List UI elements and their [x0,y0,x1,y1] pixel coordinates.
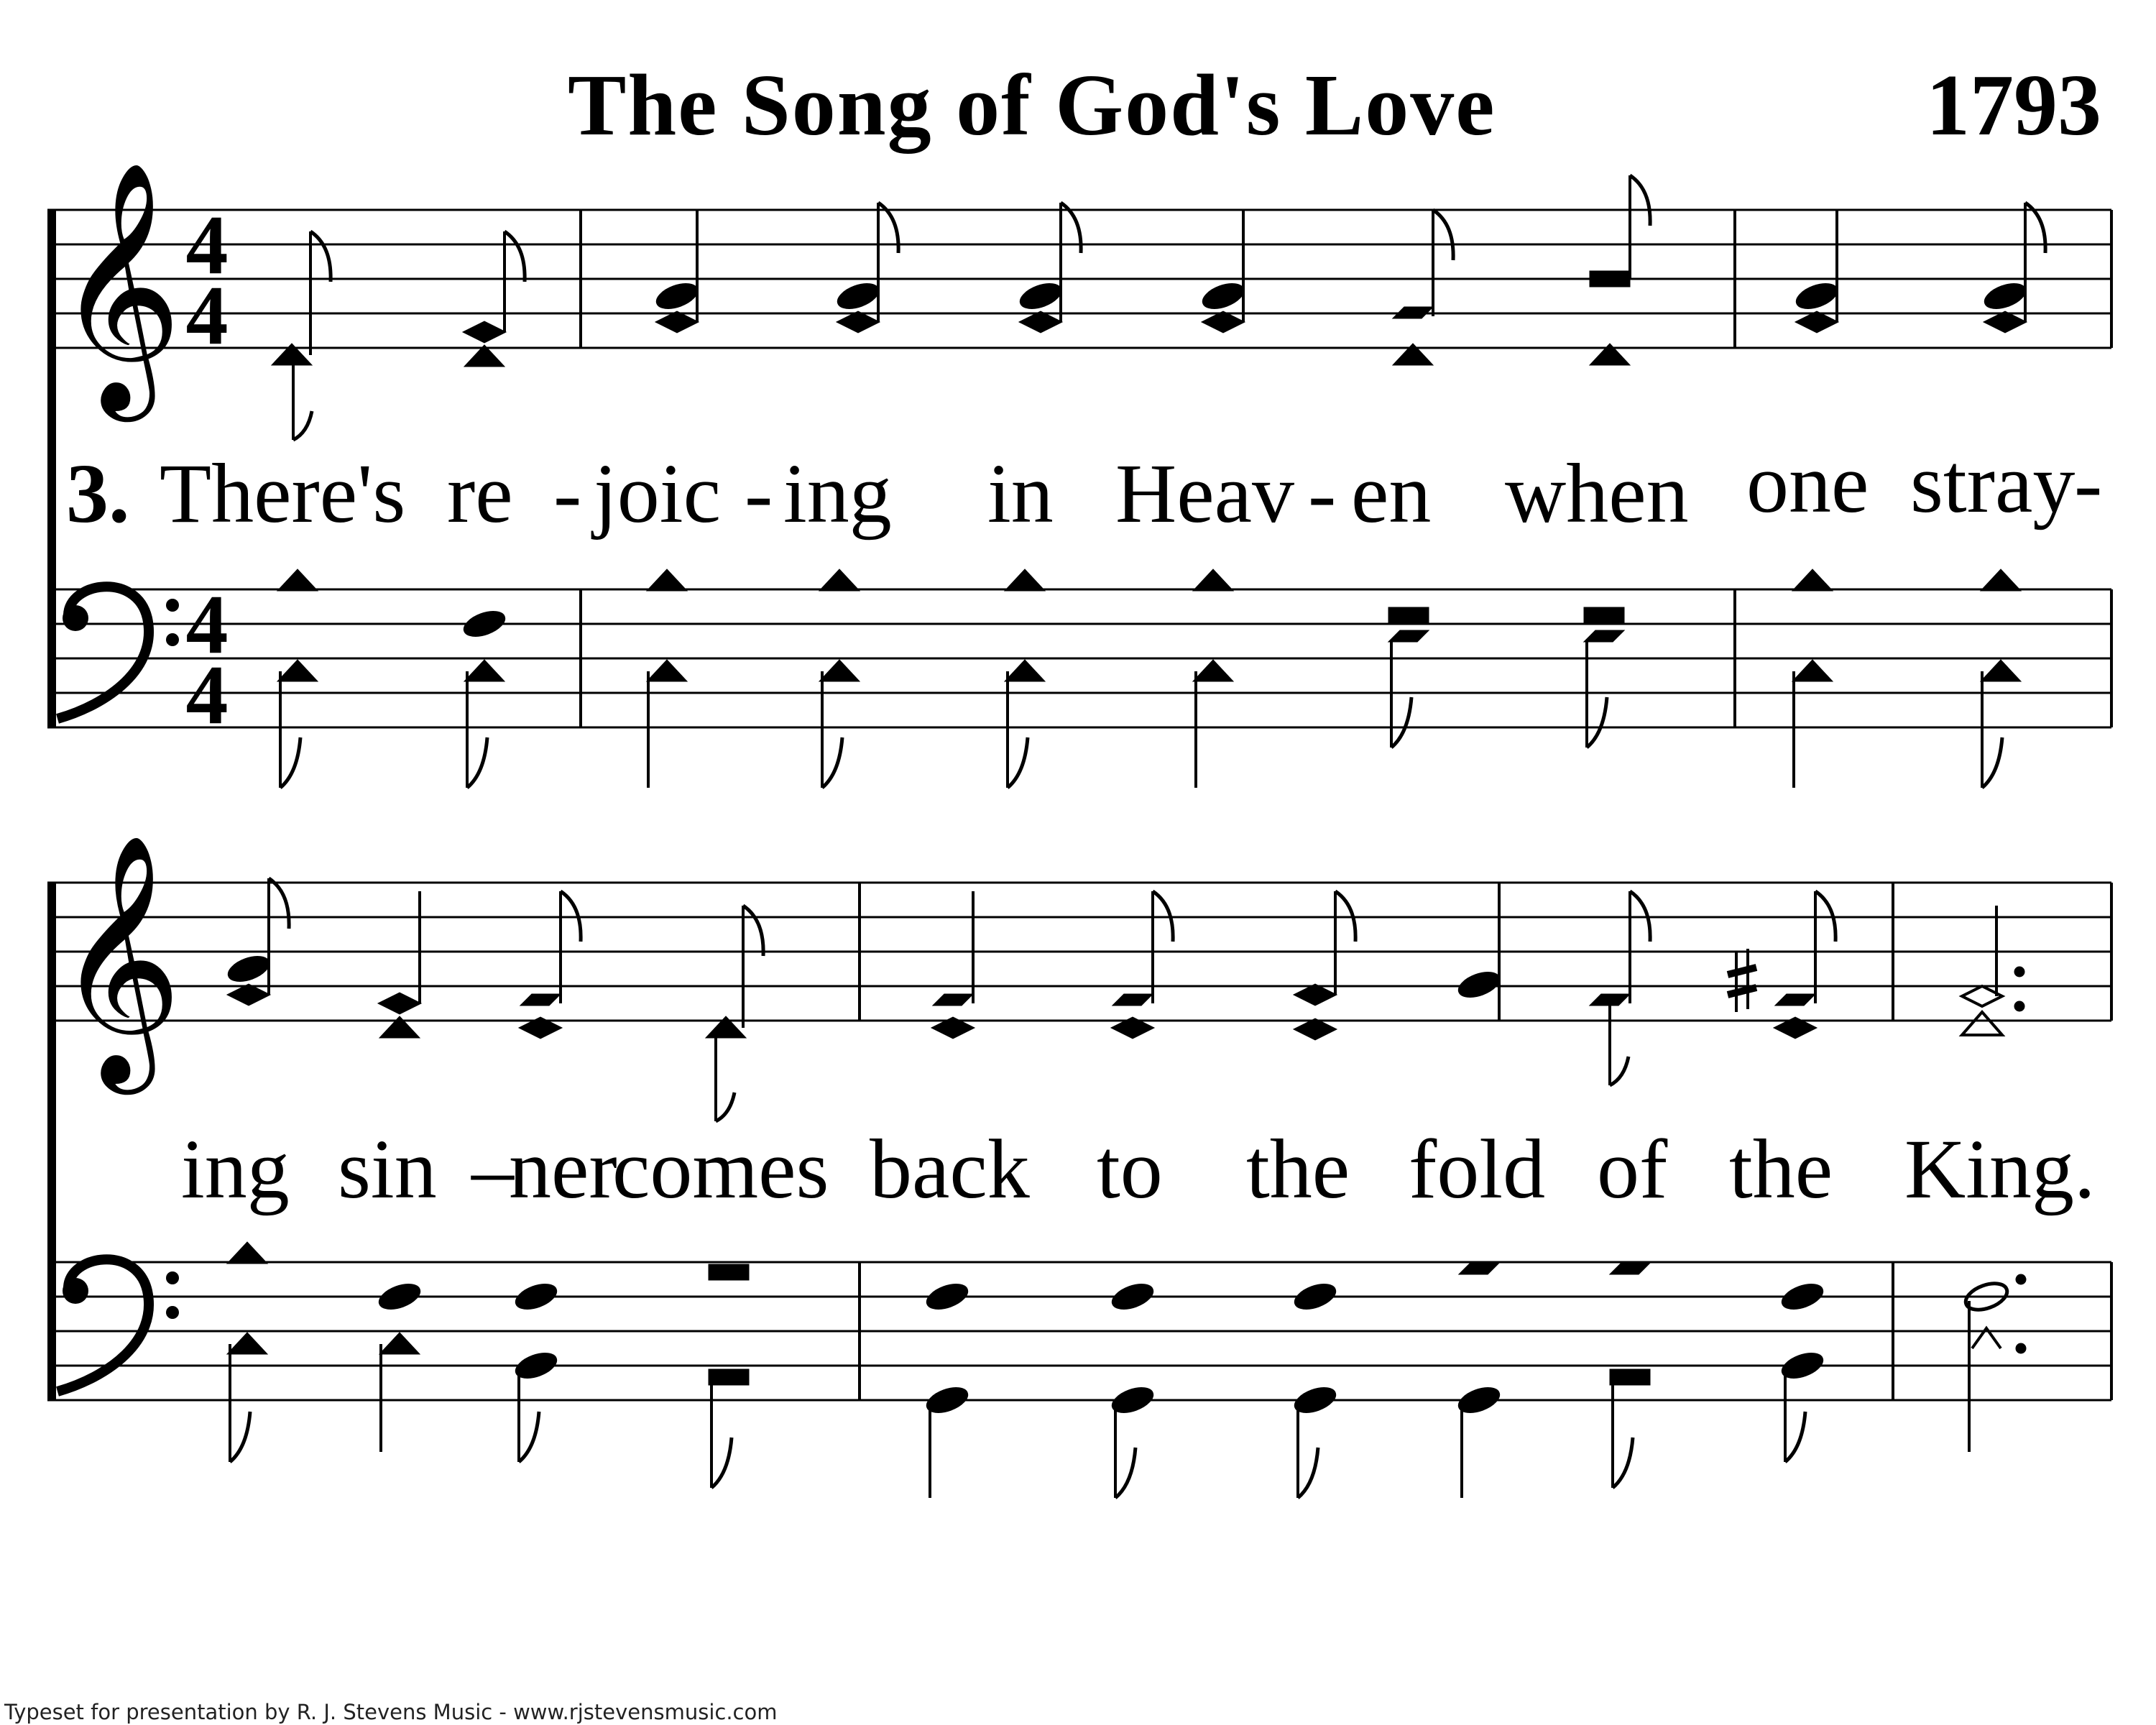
lyric-hyphen: - [553,446,582,540]
treble-notes-1 [272,175,2045,440]
lyric-syllable: the [1729,1122,1833,1216]
lyric-hyphen: - [1308,446,1337,540]
hymn-number: 1793 [1926,57,2101,154]
svg-text:𝄞: 𝄞 [55,832,183,1083]
lyric-hyphen: - [745,446,773,540]
lyric-syllable: ner [509,1122,617,1216]
lyric-syllable: stray [1910,436,2076,530]
lyric-syllable: There's [160,446,406,540]
time-signature-bass [186,577,229,742]
svg-text:4: 4 [185,577,229,671]
lyric-syllable: the [1246,1122,1350,1216]
bass-notes-1 [277,569,2021,788]
lyric-syllable: in [987,446,1054,540]
treble-clef-icon [55,832,182,1096]
time-signature-treble [186,198,229,362]
lyric-syllable: Heav [1115,446,1294,540]
lyric-syllable: when [1505,446,1689,540]
lyric-syllable: comes [612,1122,829,1216]
hymn-title: The Song of God's Love [568,57,1496,154]
lyric-syllable: joic [594,446,721,540]
bass-notes-2 [227,1242,2026,1498]
svg-text:4: 4 [185,198,229,292]
bass-staff-2 [47,1262,2111,1400]
treble-clef-icon [55,160,182,423]
svg-text:4: 4 [185,648,229,742]
bass-clef-icon [57,586,179,719]
lyric-syllable: back [870,1122,1030,1216]
lyric-hyphen: – [471,1122,514,1216]
bass-clef-icon [57,1259,179,1392]
lyric-syllable: en [1351,446,1432,540]
lyric-syllable: ing [181,1122,290,1216]
lyric-hyphen: - [2074,436,2103,530]
lyric-syllable: of [1597,1122,1668,1216]
svg-text:𝄞: 𝄞 [55,160,183,410]
lyric-syllable: fold [1409,1122,1546,1216]
treble-notes-2 [225,878,2024,1121]
lyric-syllable: King. [1904,1122,2096,1216]
bass-staff-1 [47,589,2111,727]
lyric-syllable: sin [338,1122,437,1216]
lyric-syllable: ing [783,446,892,540]
verse-number: 3. [66,446,130,540]
lyric-syllable: re [447,446,513,540]
lyric-syllable: one [1746,436,1869,530]
lyric-syllable: to [1097,1122,1163,1216]
sharp-icon [1728,949,1756,1012]
typesetter-credit: Typeset for presentation by R. J. Stevens Music - www.rjstevensmusic.com [4,1700,778,1724]
svg-text:4: 4 [185,268,229,362]
